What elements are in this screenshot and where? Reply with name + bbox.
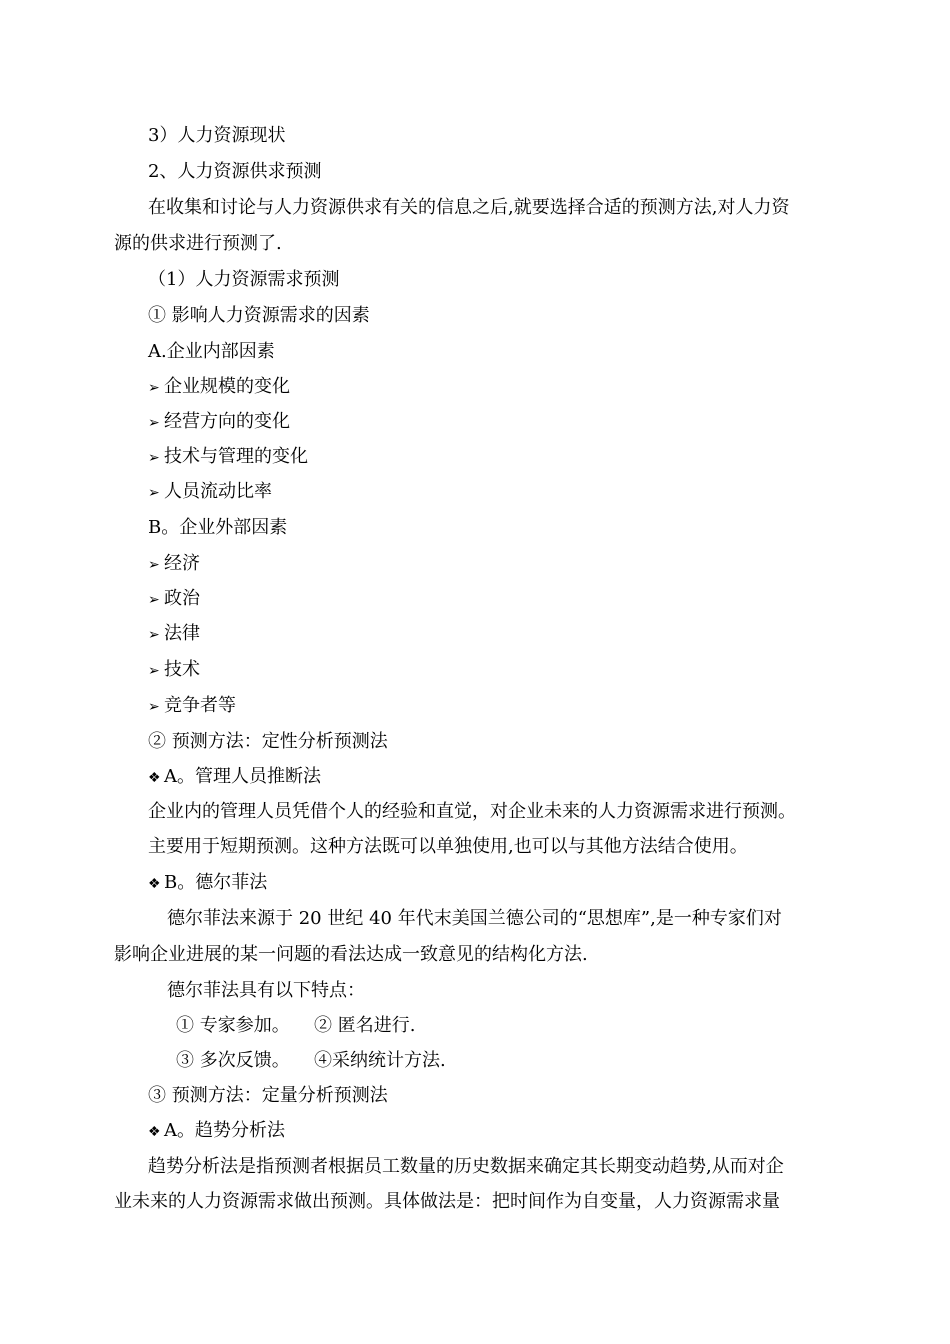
line-text: 经济 [164, 553, 200, 574]
line-text: 德尔菲法来源于 20 世纪 40 年代末美国兰德公司的“思想库”,是一种专家们对 [167, 908, 782, 929]
arrow-bullet-icon: ➢ [148, 485, 160, 501]
line-text: B。德尔菲法 [164, 872, 268, 893]
diamond-bullet-icon: ❖ [148, 1124, 161, 1140]
text-line [167, 907, 782, 931]
text-line [148, 552, 200, 577]
text-line [148, 196, 789, 220]
line-text: ③ 预测方法：定量分析预测法 [148, 1085, 388, 1106]
line-text: 企业规模的变化 [164, 376, 290, 397]
line-text: 技术与管理的变化 [164, 446, 308, 467]
arrow-bullet-icon: ➢ [148, 663, 160, 679]
text-line [148, 765, 321, 790]
line-text: 政治 [164, 588, 200, 609]
line-text: ② 匿名进行. [314, 1015, 416, 1036]
arrow-bullet-icon: ➢ [148, 450, 160, 466]
line-text: 德尔菲法具有以下特点： [167, 980, 365, 1001]
text-line [114, 232, 282, 256]
arrow-bullet-icon: ➢ [148, 415, 160, 431]
line-text: 企业内的管理人员凭借个人的经验和直觉，对企业未来的人力资源需求进行预测。 [148, 801, 796, 822]
line-text: 技术 [164, 659, 200, 680]
line-text: ④采纳统计方法. [314, 1050, 446, 1071]
text-line [167, 979, 365, 1003]
line-text: 源的供求进行预测了. [114, 233, 282, 254]
line-text: A。趋势分析法 [164, 1120, 285, 1141]
text-line [148, 730, 388, 754]
line-text: （1）人力资源需求预测 [148, 269, 340, 290]
text-line [148, 1084, 388, 1108]
line-text: 3）人力资源现状 [148, 125, 286, 146]
arrow-bullet-icon: ➢ [148, 380, 160, 396]
text-line [148, 516, 287, 540]
line-text: 主要用于短期预测。这种方法既可以单独使用,也可以与其他方法结合使用。 [148, 836, 748, 857]
diamond-bullet-icon: ❖ [148, 876, 161, 892]
text-line [176, 1014, 290, 1038]
arrow-bullet-icon: ➢ [148, 592, 160, 608]
text-line [148, 375, 290, 400]
text-line [314, 1014, 415, 1038]
line-text: 业未来的人力资源需求做出预测。具体做法是：把时间作为自变量，人力资源需求量 [114, 1191, 780, 1212]
line-text: ③ 多次反馈。 [176, 1050, 290, 1071]
line-text: 法律 [164, 623, 200, 644]
text-line [314, 1049, 446, 1073]
line-text: 影响企业进展的某一问题的看法达成一致意见的结构化方法. [114, 944, 588, 965]
text-line [148, 1155, 784, 1179]
text-line [148, 304, 370, 328]
text-line [148, 160, 321, 184]
text-line [148, 480, 272, 505]
arrow-bullet-icon: ➢ [148, 699, 160, 715]
text-line [148, 658, 200, 683]
text-line [148, 587, 200, 612]
text-line [148, 124, 285, 148]
line-text: 人员流动比率 [164, 481, 272, 502]
text-line [148, 622, 200, 647]
text-line [148, 694, 236, 719]
text-line [114, 1190, 780, 1214]
line-text: 趋势分析法是指预测者根据员工数量的历史数据来确定其长期变动趋势,从而对企 [148, 1156, 784, 1177]
diamond-bullet-icon: ❖ [148, 770, 161, 786]
text-line [148, 1119, 285, 1144]
arrow-bullet-icon: ➢ [148, 627, 160, 643]
arrow-bullet-icon: ➢ [148, 557, 160, 573]
text-line [148, 835, 748, 859]
line-text: ① 影响人力资源需求的因素 [148, 305, 370, 326]
text-line [148, 445, 308, 470]
text-line [176, 1049, 290, 1073]
text-line [148, 800, 796, 824]
text-line [148, 340, 275, 364]
line-text: 2、人力资源供求预测 [148, 161, 322, 182]
line-text: 竞争者等 [164, 695, 236, 716]
text-line [148, 410, 290, 435]
line-text: A.企业内部因素 [148, 341, 275, 362]
line-text: 经营方向的变化 [164, 411, 290, 432]
text-line [148, 871, 267, 896]
line-text: ① 专家参加。 [176, 1015, 290, 1036]
line-text: B。企业外部因素 [148, 517, 288, 538]
text-line [114, 943, 588, 967]
line-text: A。管理人员推断法 [164, 766, 321, 787]
line-text: 在收集和讨论与人力资源供求有关的信息之后,就要选择合适的预测方法,对人力资 [148, 197, 790, 218]
text-line [148, 268, 339, 292]
line-text: ② 预测方法：定性分析预测法 [148, 731, 388, 752]
